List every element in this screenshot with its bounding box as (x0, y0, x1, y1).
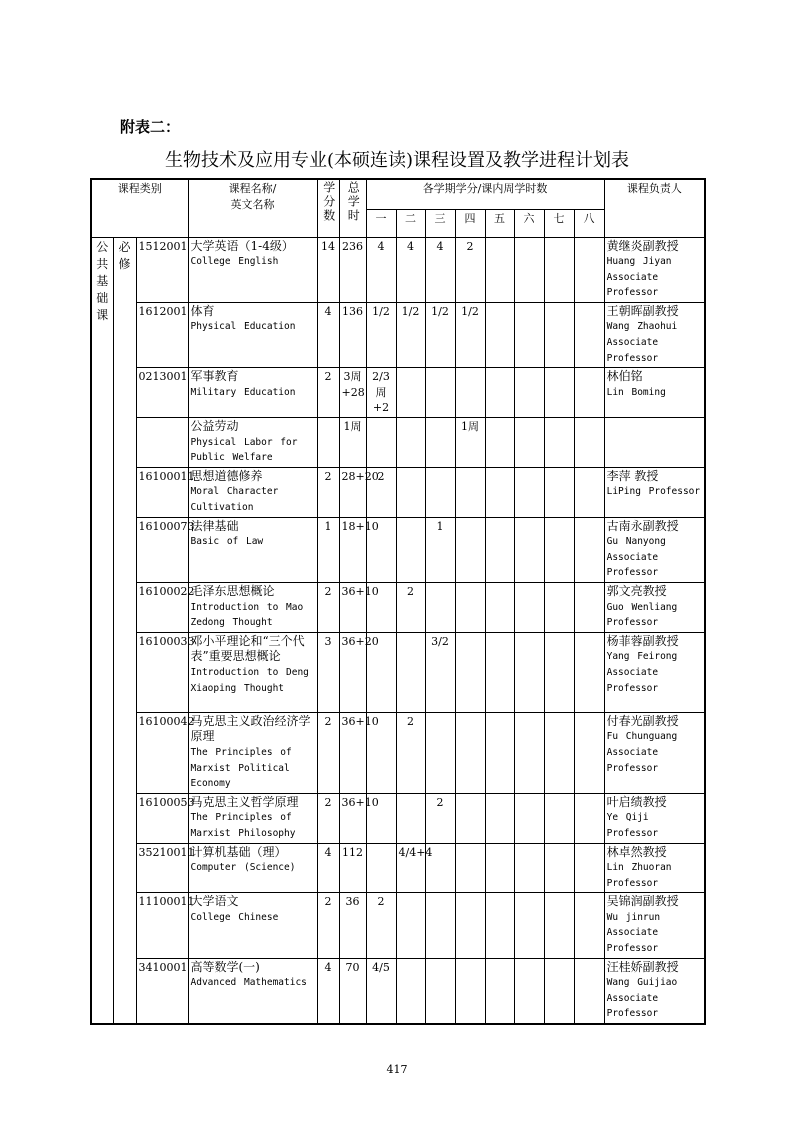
hours-cell: 36+10 (339, 712, 366, 793)
instructor-name-cn: 付春光副教授 (606, 713, 679, 728)
instructor-cell (604, 237, 705, 302)
course-name-en: Basic of Law (190, 536, 264, 548)
course-name (188, 843, 317, 893)
semester-cell-5 (485, 237, 514, 302)
hours-cell: 1周 (339, 418, 366, 468)
semester-cell-5 (485, 893, 514, 958)
semester-cell-7 (544, 418, 574, 468)
semester-cell-7 (544, 302, 574, 367)
semester-cell-8 (574, 302, 604, 367)
hours-cell: 18+10 (339, 517, 366, 582)
header-course-name-cn: 课程名称/ (228, 182, 277, 195)
instructor-name-en: Lin Boming (606, 386, 666, 398)
semester-cell-3: 1/2 (425, 302, 455, 367)
semester-cell-4 (455, 467, 485, 517)
header-semester-6: 六 (514, 209, 544, 237)
semester-cell-5 (485, 368, 514, 418)
semester-cell-3 (425, 368, 455, 418)
table-row (91, 843, 705, 893)
instructor-cell (604, 843, 705, 893)
table-row (91, 302, 705, 367)
credits-cell: 2 (317, 582, 339, 632)
course-code: 1512001 (136, 237, 188, 302)
instructor-cell (604, 418, 705, 468)
header-semesters-title: 各学期学分/课内周学时数 (366, 179, 604, 209)
instructor-name-en: LiPing Professor (606, 486, 701, 498)
semester-cell-1: 4 (366, 237, 396, 302)
semester-cell-1 (366, 418, 396, 468)
semester-cell-5 (485, 582, 514, 632)
semester-cell-2 (396, 517, 425, 582)
table-row (91, 467, 705, 517)
instructor-name-en: Gu Nanyong Associate Professor (606, 536, 666, 579)
instructor-name-cn: 汪桂娇副教授 (606, 959, 679, 974)
course-name-cn: 毛泽东思想概论 (190, 583, 275, 598)
course-code: 16100073 (136, 517, 188, 582)
semester-cell-4: 1周 (455, 418, 485, 468)
instructor-name-cn: 郭文亮教授 (606, 583, 667, 598)
course-name-en: Physical Labor for Public Welfare (190, 436, 298, 464)
course-code: 16100053 (136, 793, 188, 843)
header-category: 课程类别 (91, 179, 188, 237)
semester-cell-5 (485, 418, 514, 468)
semester-cell-2: 2 (396, 712, 425, 793)
course-name-cn: 体育 (190, 303, 215, 318)
course-name-cn: 大学英语（1-4级） (190, 238, 294, 253)
semester-cell-4 (455, 893, 485, 958)
semester-cell-8 (574, 467, 604, 517)
table-row (91, 793, 705, 843)
course-name-en: College English (190, 256, 279, 268)
semester-cell-5 (485, 958, 514, 1024)
semester-cell-5 (485, 793, 514, 843)
course-name (188, 237, 317, 302)
course-name-en: College Chinese (190, 911, 279, 923)
instructor-name-en: Guo Wenliang Professor (606, 601, 678, 629)
course-name-cn: 大学语文 (190, 894, 239, 909)
semester-cell-5 (485, 632, 514, 712)
instructor-name-en: Wang Guijiao Associate Professor (606, 977, 678, 1020)
credits-cell: 2 (317, 467, 339, 517)
credits-cell: 4 (317, 958, 339, 1024)
semester-cell-4: 2 (455, 237, 485, 302)
semester-cell-1 (366, 843, 396, 893)
instructor-name-en: Ye Qiji Professor (606, 812, 659, 839)
instructor-cell (604, 958, 705, 1024)
header-semester-1: 一 (366, 209, 396, 237)
semester-cell-8 (574, 517, 604, 582)
semester-cell-5 (485, 712, 514, 793)
hours-cell: 112 (339, 843, 366, 893)
semester-cell-2: 2 (396, 582, 425, 632)
header-course-name-en: 英文名称 (230, 197, 275, 211)
course-name-cn: 马克思主义政治经济学原理 (190, 713, 311, 744)
instructor-name-en: Huang Jiyan Associate Professor (606, 256, 672, 299)
semester-cell-3: 3/2 (425, 632, 455, 712)
instructor-name-en: Wang Zhaohui Associate Professor (606, 321, 678, 364)
semester-cell-1: 4/5 (366, 958, 396, 1024)
semester-cell-4 (455, 958, 485, 1024)
table-row (91, 418, 705, 468)
semester-cell-3: 1 (425, 517, 455, 582)
hours-cell: 36+10 (339, 793, 366, 843)
course-name (188, 632, 317, 712)
semester-cell-7 (544, 712, 574, 793)
course-name (188, 582, 317, 632)
semester-cell-7 (544, 237, 574, 302)
course-name-cn: 思想道德修养 (190, 468, 263, 483)
credits-cell: 2 (317, 793, 339, 843)
table-row (91, 517, 705, 582)
semester-cell-5 (485, 302, 514, 367)
semester-cell-4 (455, 843, 485, 893)
semester-cell-8 (574, 793, 604, 843)
credits-cell: 2 (317, 893, 339, 958)
semester-cell-4 (455, 632, 485, 712)
course-name-en: The Principles of Marxist Philosophy (190, 812, 296, 839)
course-name (188, 893, 317, 958)
instructor-name-cn: 吴锦润副教授 (606, 894, 679, 909)
credits-cell (317, 418, 339, 468)
semester-cell-6 (514, 958, 544, 1024)
semester-cell-5 (485, 517, 514, 582)
semester-cell-7 (544, 793, 574, 843)
course-code: 16100042 (136, 712, 188, 793)
semester-cell-3 (425, 418, 455, 468)
credits-cell: 2 (317, 368, 339, 418)
semester-cell-8 (574, 712, 604, 793)
page-number: 417 (386, 1063, 408, 1076)
instructor-name-cn: 黄继炎副教授 (606, 238, 679, 253)
hours-cell: 36 (339, 893, 366, 958)
category-main: 公共基础课 (91, 237, 113, 1024)
course-code: 16100011 (136, 467, 188, 517)
semester-cell-7 (544, 368, 574, 418)
course-code: 16100022 (136, 582, 188, 632)
semester-cell-2 (396, 418, 425, 468)
semester-cell-2 (396, 893, 425, 958)
semester-cell-1: 2 (366, 467, 396, 517)
table-row (91, 632, 705, 712)
semester-cell-3: 4 (425, 237, 455, 302)
semester-cell-6 (514, 467, 544, 517)
semester-cell-7 (544, 467, 574, 517)
semester-cell-5 (485, 467, 514, 517)
instructor-cell (604, 712, 705, 793)
semester-cell-8 (574, 582, 604, 632)
semester-cell-2 (396, 467, 425, 517)
semester-cell-6 (514, 368, 544, 418)
course-name (188, 517, 317, 582)
semester-cell-6 (514, 793, 544, 843)
instructor-name-cn: 杨菲蓉副教授 (606, 633, 679, 648)
header-row (91, 179, 705, 209)
course-name-cn: 军事教育 (190, 369, 239, 384)
semester-cell-2 (396, 793, 425, 843)
instructor-name-cn: 王朝晖副教授 (606, 303, 679, 318)
semester-cell-3: 2 (425, 793, 455, 843)
course-code (136, 418, 188, 468)
course-code: 1612001 (136, 302, 188, 367)
credits-cell: 3 (317, 632, 339, 712)
credits-cell: 4 (317, 843, 339, 893)
semester-cell-2: 4 (396, 237, 425, 302)
semester-cell-8 (574, 237, 604, 302)
semester-cell-8 (574, 958, 604, 1024)
credits-cell: 1 (317, 517, 339, 582)
instructor-cell (604, 893, 705, 958)
semester-cell-4 (455, 582, 485, 632)
course-name-en: Military Education (190, 386, 296, 398)
header-semester-4: 四 (455, 209, 485, 237)
header-semester-5: 五 (485, 209, 514, 237)
course-name-cn: 马克思主义哲学原理 (190, 794, 299, 809)
header-semester-2: 二 (396, 209, 425, 237)
table-row (91, 582, 705, 632)
semester-cell-6 (514, 418, 544, 468)
semester-cell-3 (425, 582, 455, 632)
table-row (91, 712, 705, 793)
course-code: 3410001 (136, 958, 188, 1024)
course-name-en: Introduction to Mao Zedong Thought (190, 601, 304, 629)
semester-cell-4 (455, 793, 485, 843)
header-semester-7: 七 (544, 209, 574, 237)
semester-cell-7 (544, 582, 574, 632)
semester-cell-7 (544, 843, 574, 893)
semester-cell-5 (485, 843, 514, 893)
header-hours: 总学时 (339, 179, 366, 237)
header-semester-3: 三 (425, 209, 455, 237)
semester-cell-6 (514, 237, 544, 302)
course-name-en: Physical Education (190, 321, 296, 333)
hours-cell: 70 (339, 958, 366, 1024)
semester-cell-6 (514, 582, 544, 632)
hours-cell: 236 (339, 237, 366, 302)
course-name (188, 467, 317, 517)
semester-cell-3 (425, 958, 455, 1024)
hours-cell: 136 (339, 302, 366, 367)
hours-cell: 28+20 (339, 467, 366, 517)
course-name-en: Advanced Mathematics (190, 977, 307, 989)
hours-cell: 36+20 (339, 632, 366, 712)
credits-cell: 14 (317, 237, 339, 302)
semester-cell-4 (455, 517, 485, 582)
course-name-cn: 公益劳动 (190, 419, 239, 434)
course-code: 35210011 (136, 843, 188, 893)
table-row (91, 237, 705, 302)
semester-cell-6 (514, 517, 544, 582)
header-credits: 学分数 (317, 179, 339, 237)
course-name-en: Moral Character Cultivation (190, 486, 279, 513)
instructor-cell (604, 517, 705, 582)
course-name-en: The Principles of Marxist Political Economy (190, 746, 292, 790)
semester-cell-8 (574, 843, 604, 893)
instructor-cell (604, 302, 705, 367)
table-row (91, 958, 705, 1024)
course-name-cn: 邓小平理论和“三个代表”重要思想概论 (190, 633, 305, 664)
course-name-en: Introduction to Deng Xiaoping Thought (190, 666, 309, 694)
semester-cell-4 (455, 712, 485, 793)
instructor-name-en: Lin Zhuoran Professor (606, 862, 672, 889)
hours-cell: 3周+28 (339, 368, 366, 418)
instructor-name-en: Yang Feirong Associate Professor (606, 651, 678, 694)
semester-cell-3 (425, 712, 455, 793)
semester-cell-8 (574, 893, 604, 958)
course-name-en: Computer (Science) (190, 862, 296, 874)
semester-cell-7 (544, 517, 574, 582)
credits-cell: 2 (317, 712, 339, 793)
semester-cell-7 (544, 893, 574, 958)
semester-cell-6 (514, 843, 544, 893)
course-name (188, 302, 317, 367)
semester-cell-4 (455, 368, 485, 418)
semester-cell-8 (574, 368, 604, 418)
instructor-cell (604, 632, 705, 712)
instructor-name-en: Fu Chunguang Associate Professor (606, 731, 678, 774)
course-name (188, 712, 317, 793)
semester-cell-2: 4/4+4 (396, 843, 425, 893)
course-name-cn: 计算机基础（理） (190, 844, 287, 859)
semester-cell-6 (514, 712, 544, 793)
semester-cell-2 (396, 632, 425, 712)
semester-cell-8 (574, 418, 604, 468)
instructor-name-en: Wu jinrun Associate Professor (606, 911, 661, 955)
semester-cell-7 (544, 632, 574, 712)
semester-cell-1: 2 (366, 893, 396, 958)
course-name (188, 368, 317, 418)
header-course-name (188, 179, 317, 237)
course-name-cn: 法律基础 (190, 518, 239, 533)
table-row (91, 368, 705, 418)
credits-cell: 4 (317, 302, 339, 367)
instructor-name-cn: 叶启绩教授 (606, 794, 667, 809)
instructor-cell (604, 368, 705, 418)
semester-cell-6 (514, 302, 544, 367)
table-row (91, 893, 705, 958)
instructor-cell (604, 582, 705, 632)
page-title: 生物技术及应用专业(本硕连读)课程设置及教学进程计划表 (164, 150, 630, 171)
semester-cell-2 (396, 958, 425, 1024)
instructor-name-cn: 林伯铭 (606, 369, 643, 384)
instructor-name-cn: 林卓然教授 (606, 844, 667, 859)
course-code: 11100011 (136, 893, 188, 958)
instructor-cell (604, 467, 705, 517)
category-sub: 必修 (113, 237, 136, 1024)
semester-cell-4: 1/2 (455, 302, 485, 367)
course-code: 16100033 (136, 632, 188, 712)
semester-cell-7 (544, 958, 574, 1024)
semester-cell-6 (514, 632, 544, 712)
semester-cell-6 (514, 893, 544, 958)
course-plan-table (90, 178, 706, 1025)
instructor-name-cn: 李萍 教授 (606, 468, 659, 483)
course-name-cn: 高等数学(一) (190, 959, 260, 974)
course-name (188, 418, 317, 468)
header-semester-8: 八 (574, 209, 604, 237)
semester-cell-1: 1/2 (366, 302, 396, 367)
semester-cell-2 (396, 368, 425, 418)
hours-cell: 36+10 (339, 582, 366, 632)
semester-cell-3 (425, 893, 455, 958)
appendix-label: 附表二： (120, 118, 181, 136)
course-name (188, 958, 317, 1024)
header-instructor: 课程负责人 (604, 179, 705, 237)
semester-cell-3 (425, 467, 455, 517)
course-code: 0213001 (136, 368, 188, 418)
instructor-name-cn: 古南永副教授 (606, 518, 679, 533)
semester-cell-1: 2/3周+2 (366, 368, 396, 418)
semester-cell-2: 1/2 (396, 302, 425, 367)
course-name (188, 793, 317, 843)
instructor-cell (604, 793, 705, 843)
semester-cell-8 (574, 632, 604, 712)
